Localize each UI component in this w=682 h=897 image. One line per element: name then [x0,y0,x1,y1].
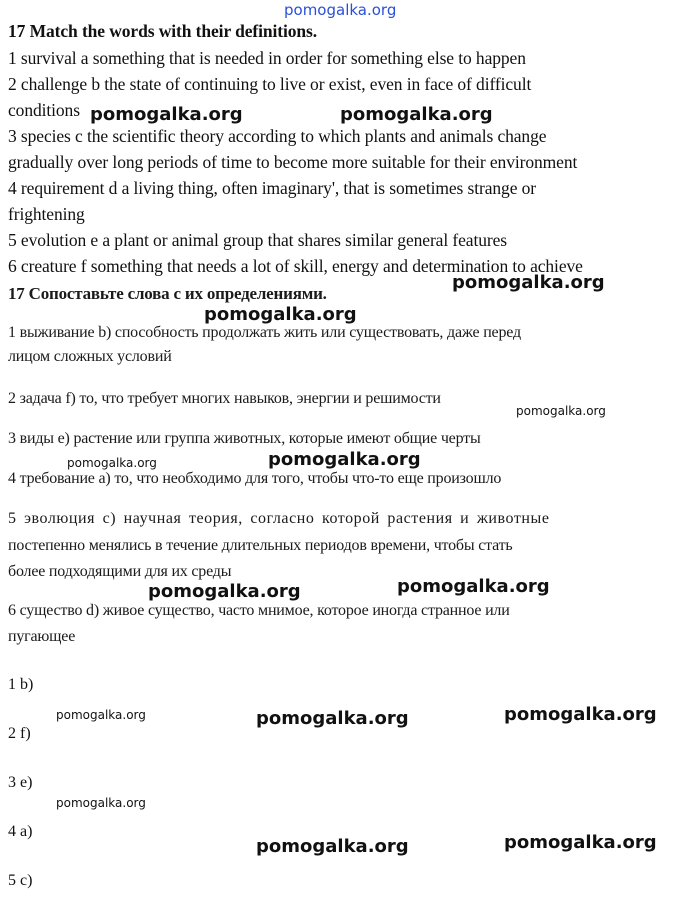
watermark: pomogalka.org [504,704,657,725]
ru-line: лицом сложных условий [8,348,172,365]
en-line: gradually over long periods of time to become more suitable for their environment [8,152,578,172]
ru-line: 3 виды e) растение или группа животных, которые имеют общие черты [8,430,481,447]
ru-line: более подходящими для их среды [8,563,232,580]
en-line: 3 species c the scientific theory according to which plants and animals change [8,126,547,146]
en-title: 17 Match the words with their definitions. [8,21,318,41]
en-line: conditions [8,100,80,120]
watermark: pomogalka.org [56,796,146,810]
answer-item: 4 a) [8,823,33,840]
watermark: pomogalka.org [340,104,493,125]
watermark: pomogalka.org [268,449,421,470]
watermark: pomogalka.org [148,581,301,602]
en-line: frightening [8,204,85,224]
answer-item: 2 f) [8,725,31,742]
en-line: 1 survival a something that is needed in order for something else to happen [8,48,526,68]
answer-item: 5 c) [8,872,33,889]
ru-title: 17 Сопоставьте слова с их определениями. [8,284,327,303]
answer-item: 3 e) [8,774,33,791]
watermark: pomogalka.org [256,708,409,729]
en-line: 5 evolution e a plant or animal group that shares similar general features [8,230,507,250]
ru-line: 6 существо d) живое существо, часто мнимое, которое иногда странное или [8,602,510,619]
watermark: pomogalka.org [516,404,606,418]
watermark: pomogalka.org [504,832,657,853]
ru-line: пугающее [8,628,76,645]
watermark: pomogalka.org [90,104,243,125]
ru-line: 2 задача f) то, что требует многих навыков, энергии и решимости [8,390,441,407]
watermark: pomogalka.org [67,456,157,470]
en-line: 4 requirement d a living thing, often imaginary', that is sometimes strange or [8,178,537,198]
ru-line: 5 эволюция c) научная теория, согласно которой растения и животные [8,510,550,527]
watermark: pomogalka.org [452,272,605,293]
ru-line: постепенно менялись в течение длительных периодов времени, чтобы стать [8,537,513,554]
watermark: pomogalka.org [397,576,550,597]
answer-item: 1 b) [8,676,34,693]
watermark: pomogalka.org [256,836,409,857]
watermark: pomogalka.org [204,304,357,325]
en-line: 6 creature f something that needs a lot of skill, energy and determination to achieve [8,256,583,276]
ru-line: 1 выживание b) способность продолжать жить или существовать, даже перед [8,324,521,341]
en-line: 2 challenge b the state of continuing to live or exist, even in face of difficult [8,74,532,94]
watermark: pomogalka.org [56,708,146,722]
site-header-watermark: pomogalka.org [284,1,397,19]
ru-line: 4 требование a) то, что необходимо для того, чтобы что-то еще произошло [8,470,502,487]
